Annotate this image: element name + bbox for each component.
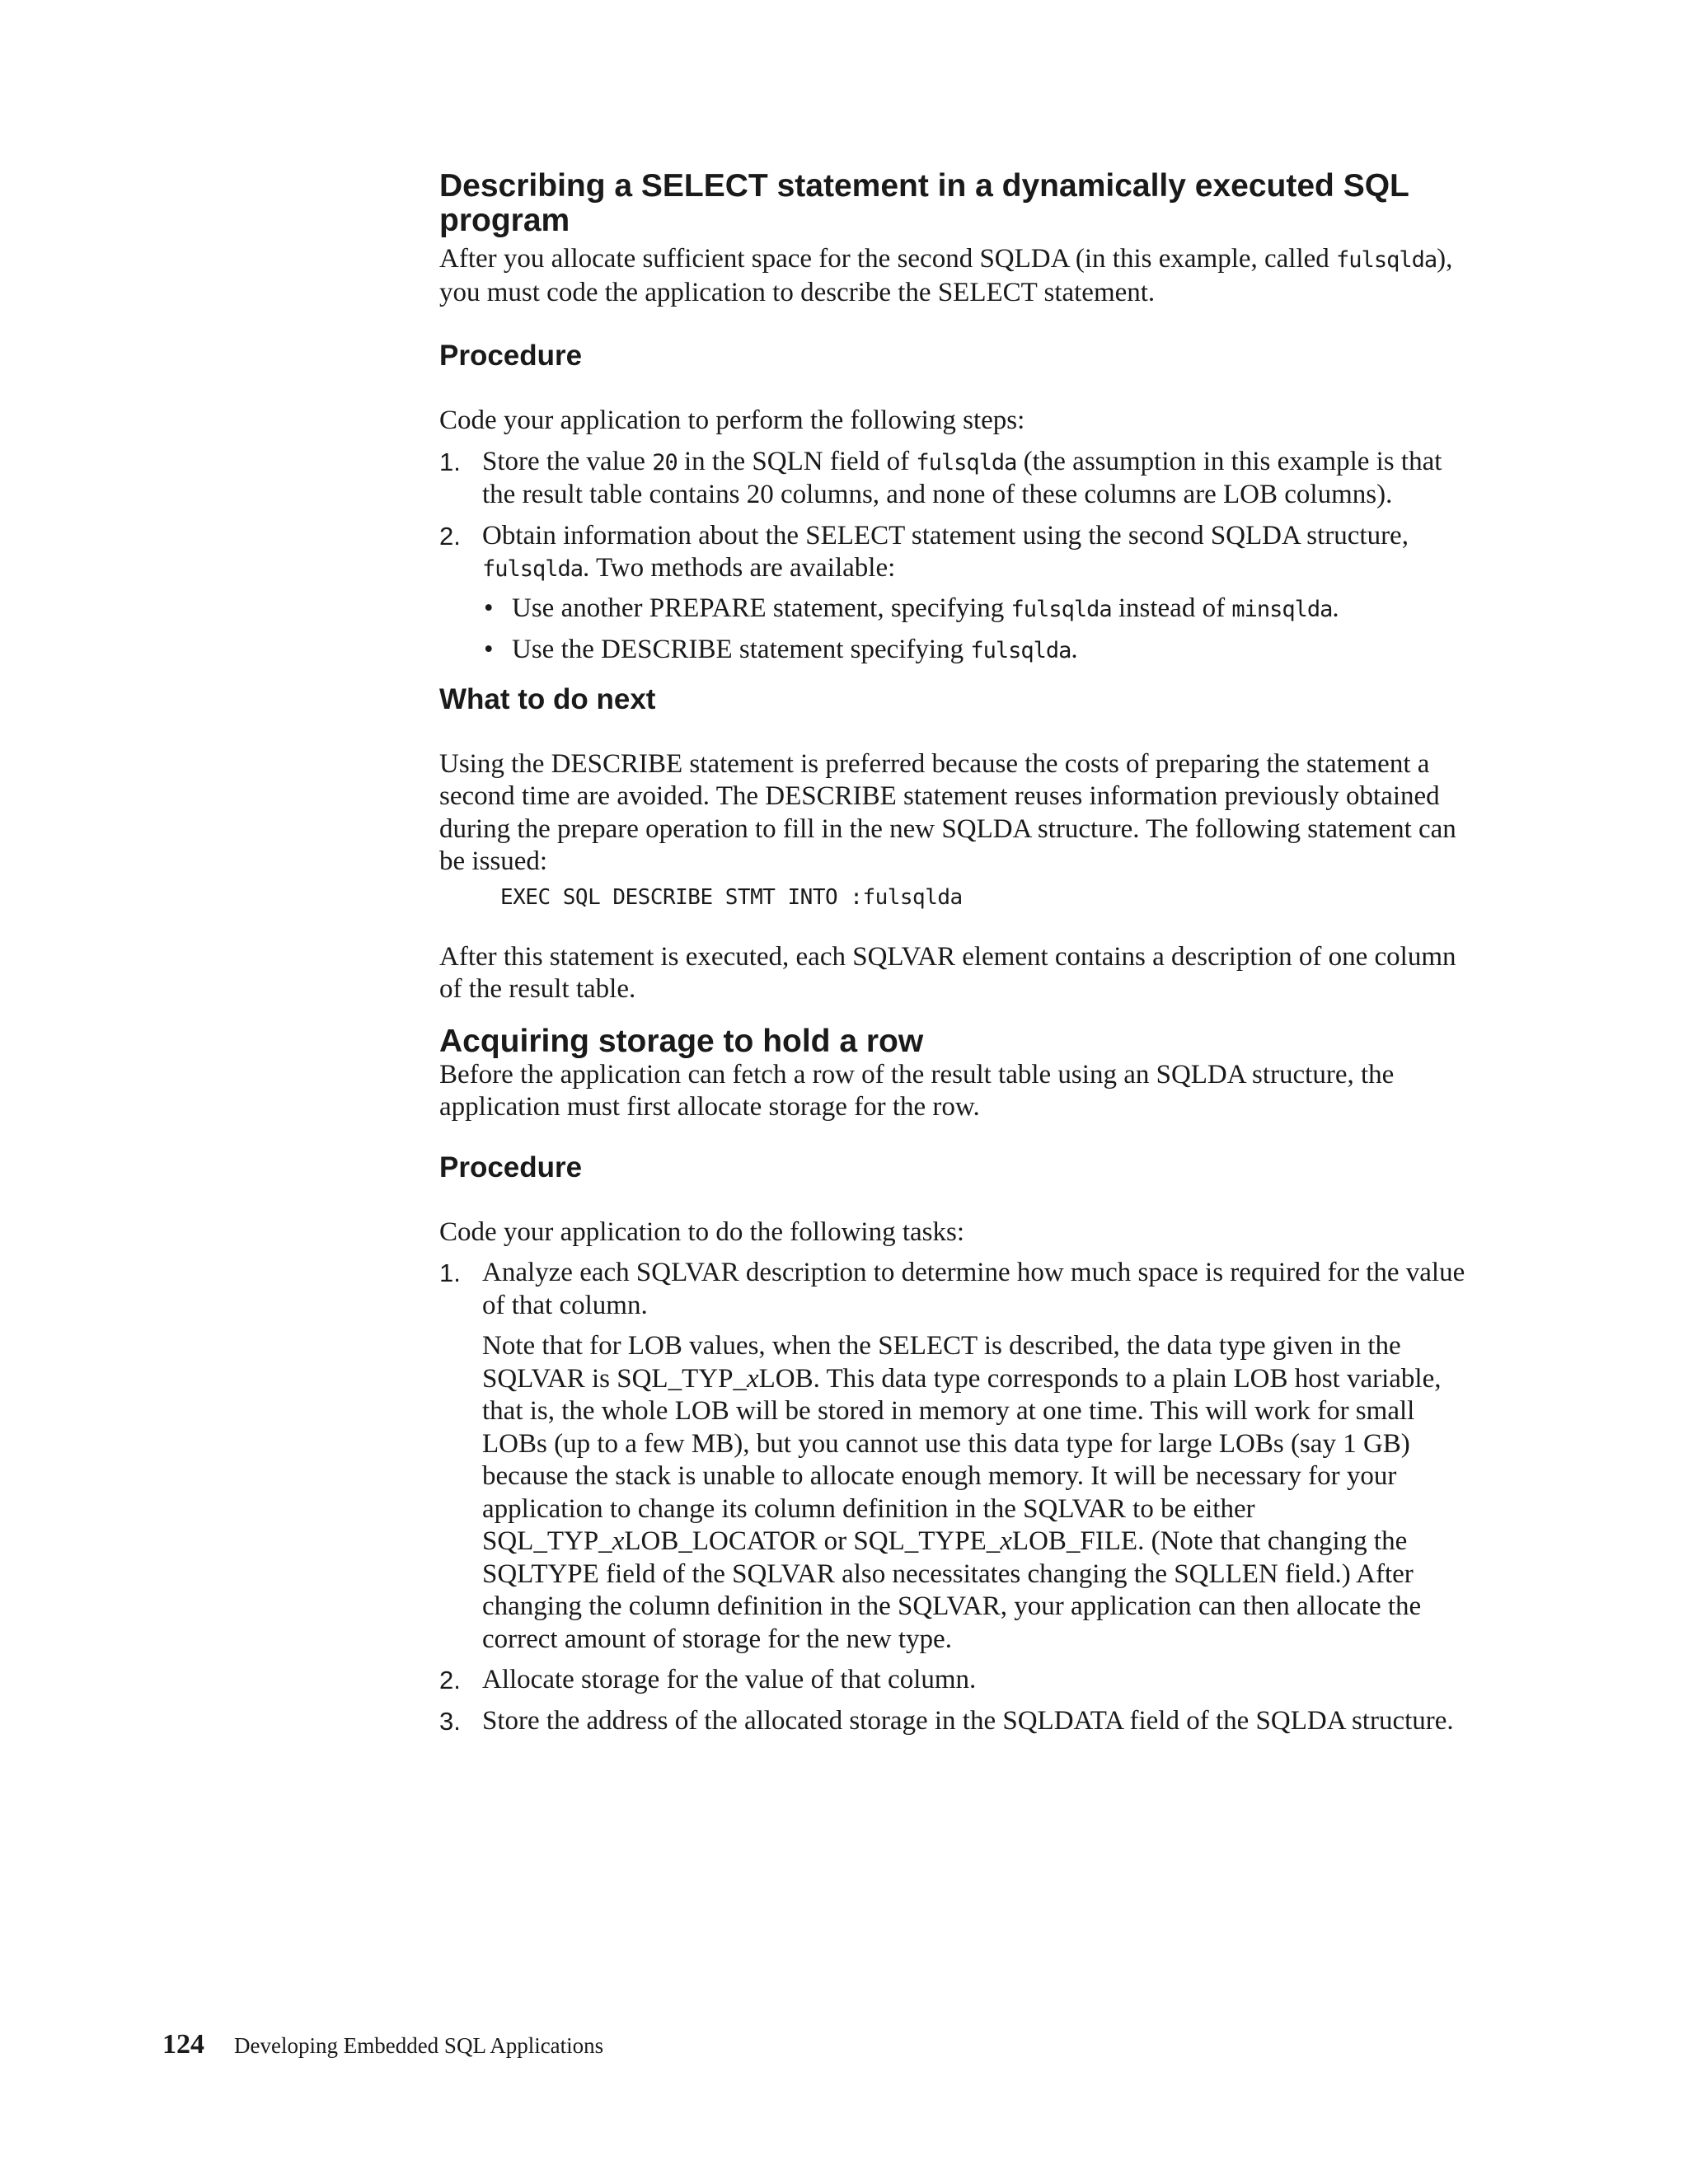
what-to-do-next-heading: What to do next [439, 682, 656, 715]
procedure-steps [439, 446, 1478, 668]
step-item [439, 520, 1478, 668]
step-text: Obtain information about the SELECT statement using the second SQLDA structure, [482, 520, 1409, 551]
section-title-describing-select: Describing a SELECT statement in a dynamically executed SQL program [439, 168, 1409, 238]
step-number: 1. [439, 1258, 461, 1287]
code-example: EXEC SQL DESCRIBE STMT INTO :fulsqlda [500, 884, 963, 910]
step-item [439, 446, 1478, 512]
step-item [439, 1705, 1478, 1738]
what-to-do-next-paragraph: Using the DESCRIBE statement is preferred because the costs of preparing the statement a second time are avoided. The DESCRIBE statement reuses information previously obtained during the prepare operation to fill in the new SQLDA structure. The following statement can be issued: [439, 748, 1456, 876]
step-number: 1. [439, 447, 461, 476]
page-content [439, 169, 1478, 1737]
section-intro [439, 243, 1478, 309]
procedure-heading: Procedure [439, 1151, 583, 1183]
book-title: Developing Embedded SQL Applications [234, 2033, 604, 2058]
lob-note [482, 1330, 1478, 1656]
step-number: 2. [439, 1666, 461, 1694]
method-list [482, 593, 1478, 668]
page-number: 124 [162, 2029, 204, 2060]
note-italic: x [1000, 1526, 1012, 1556]
step-item [439, 1664, 1478, 1697]
page-footer [162, 2029, 603, 2060]
note-text: LOB_FILE. (Note that changing the SQLTYPE field of the SQLVAR also necessitates changing the SQLLEN field.) After changing the column definition in the SQLVAR, your application can then allocate the correct amount of storage for the new type. [482, 1526, 1422, 1654]
list-item [482, 634, 1478, 668]
step-text: . Two methods are available: [583, 553, 896, 583]
bullet-code: fulsqlda [970, 638, 1071, 663]
bullet-code: fulsqlda [1010, 596, 1112, 622]
intro-code: fulsqlda [1336, 247, 1437, 273]
note-text: LOB_LOCATOR or SQL_TYPE_ [624, 1526, 1001, 1556]
note-text: LOB. This data type corresponds to a plain LOB host variable, that is, the whole LOB will be stored in memory at one time. This will work for small LOBs (up to a few MB), but you cannot use this data type for large LOBs (say 1 GB) because the stack is unable to allocate enough memory. It will be necessary for your application to change its column definition in the SQLVAR to be either SQL_TYP_ [482, 1363, 1442, 1556]
list-item [482, 593, 1478, 626]
step-text: (the assumption in this example is that the result table contains 20 columns, and none of these columns are LOB columns). [482, 446, 1442, 509]
bullet-text: . [1332, 593, 1339, 623]
step-code: fulsqlda [482, 556, 584, 582]
procedure-heading: Procedure [439, 340, 583, 372]
bullet-text: instead of [1111, 593, 1232, 623]
note-italic: x [612, 1526, 625, 1556]
note-italic: x [746, 1363, 759, 1394]
section-title-acquiring-storage: Acquiring storage to hold a row [439, 1023, 924, 1059]
bullet-code: minsqlda [1231, 596, 1333, 622]
step-number: 3. [439, 1706, 461, 1736]
bullet-text: Use another PREPARE statement, specifying [512, 593, 1011, 623]
bullet-text: Use the DESCRIBE statement specifying [512, 635, 971, 664]
after-paragraph: After this statement is executed, each SQLVAR element contains a description of one column of the result table. [439, 941, 1456, 1004]
intro-text-1: After you allocate sufficient space for the second SQLDA (in this example, called [439, 244, 1337, 274]
note-text: Note that for LOB values, when the SELECT is described, the data type given in the SQLVAR is SQL_TYP_ [482, 1331, 1401, 1394]
step-text: Analyze each SQLVAR description to determine how much space is required for the value of that column. [482, 1258, 1465, 1320]
step-number: 2. [439, 521, 461, 551]
step-text: in the SQLN field of [677, 446, 917, 476]
step-text: Store the address of the allocated storage in the SQLDATA field of the SQLDA structure. [482, 1705, 1454, 1736]
procedure-steps [439, 1257, 1478, 1737]
step-text: Allocate storage for the value of that column. [482, 1665, 977, 1694]
procedure-intro: Code your application to perform the following steps: [439, 405, 1025, 435]
bullet-text: . [1071, 635, 1078, 664]
step-text: Store the value [482, 446, 653, 476]
step-item [439, 1257, 1478, 1656]
step-code: fulsqlda [916, 449, 1017, 476]
intro-text-2: ), you must code the application to describe the SELECT statement. [439, 244, 1453, 307]
procedure-intro: Code your application to do the following tasks: [439, 1216, 964, 1247]
section-intro: Before the application can fetch a row of the result table using an SQLDA structure, the application must first allocate storage for the row. [439, 1059, 1395, 1122]
step-code: 20 [652, 449, 678, 476]
